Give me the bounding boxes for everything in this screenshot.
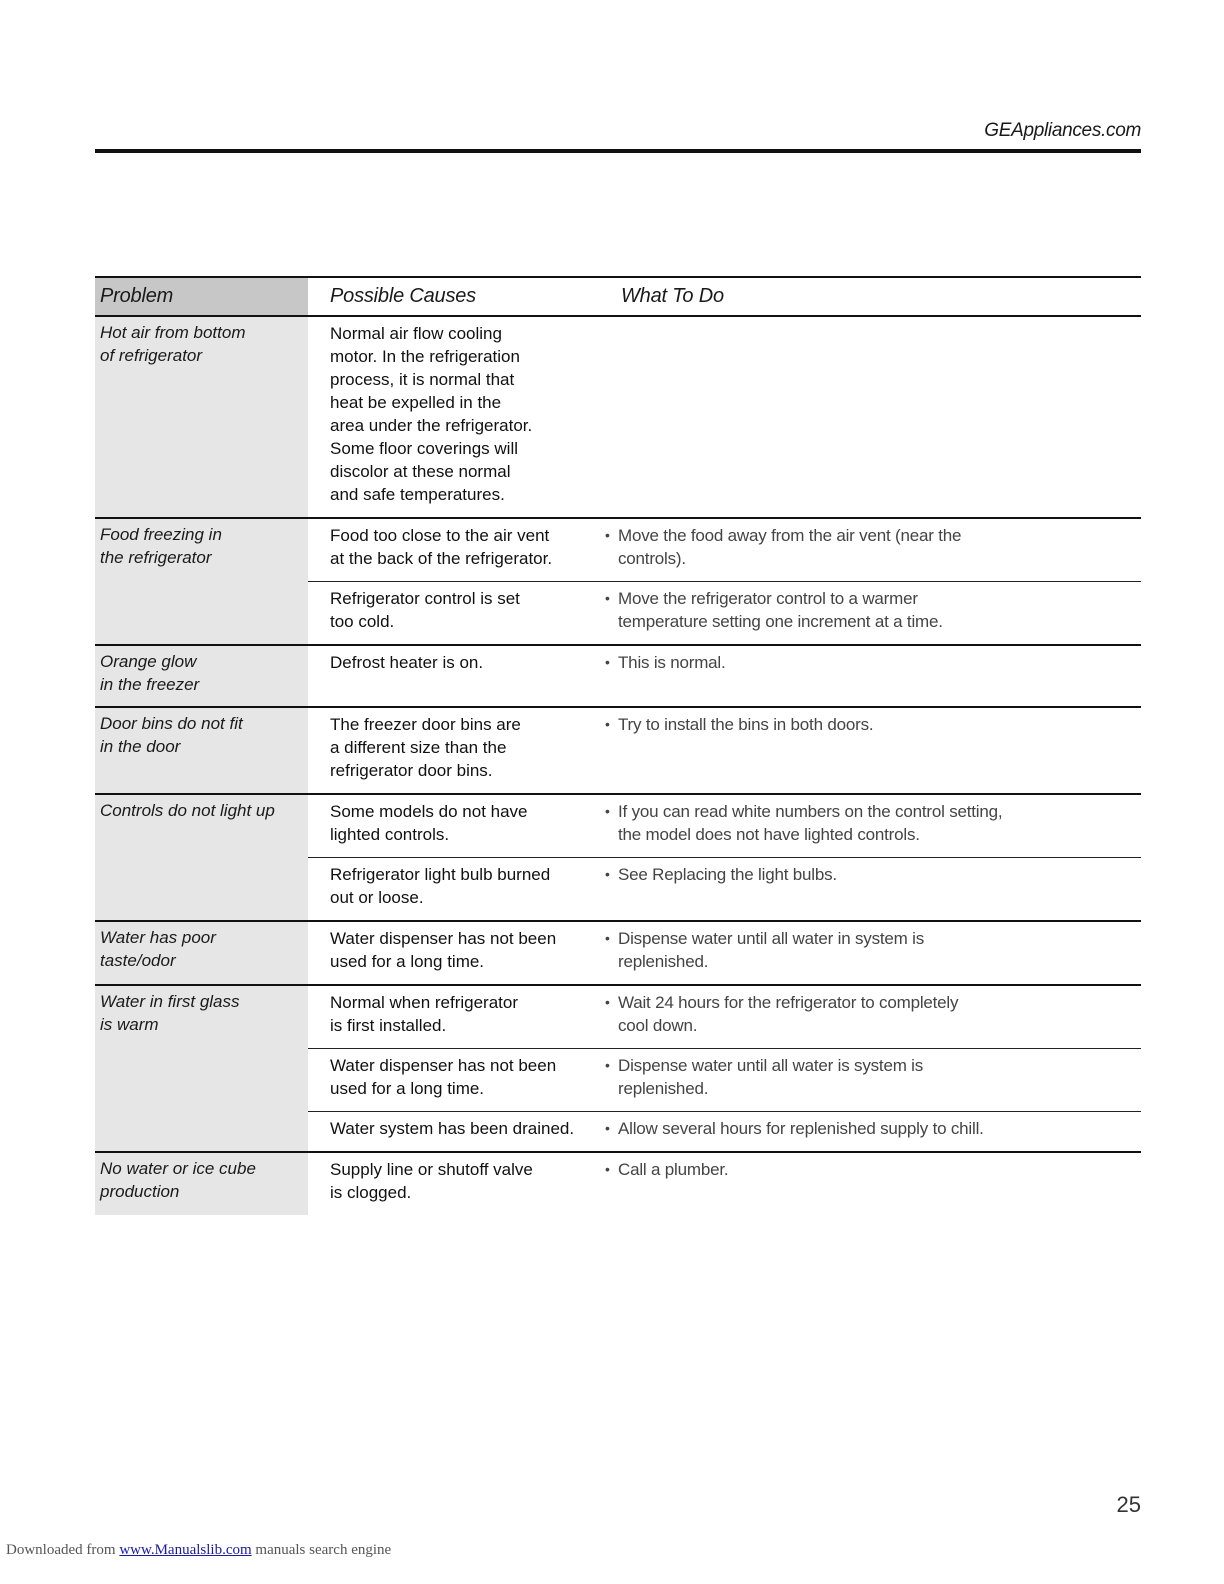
bullet-icon: • [605,654,610,670]
what-to-do-cell [600,651,1141,674]
what-to-do-cell [600,524,1141,570]
problem-group [95,517,1141,644]
problem-group [95,793,1141,920]
what-to-do-text: Dispense water until all water is system is replenished. [618,1056,924,1098]
bullet-icon: • [605,1120,610,1136]
what-to-do-cell [600,863,1141,909]
column-header-causes: Possible Causes [330,285,476,307]
table-row [308,581,1141,644]
bullet-icon: • [605,1161,610,1177]
table-row [308,1153,1141,1215]
bullet-icon: • [605,590,610,606]
what-to-do-cell [600,927,1141,973]
problem-cell: Hot air from bottom of refrigerator [95,317,308,517]
table-row [308,1048,1141,1111]
bullet-icon: • [605,716,610,732]
what-to-do-text: Move the refrigerator control to a warmer temperature setting one increment at a time. [618,589,943,631]
cause-rows [308,519,1141,644]
footer-prefix: Downloaded from [6,1542,116,1558]
footer [6,1542,391,1559]
table-row [308,1111,1141,1151]
cause-cell: Refrigerator control is set too cold. [330,589,520,631]
what-to-do-text: Allow several hours for replenished supply to chill. [618,1119,984,1138]
cause-rows [308,646,1141,706]
cause-cell: Water dispenser has not been used for a long time. [330,929,557,971]
cause-cell: Supply line or shutoff valve is clogged. [330,1160,533,1202]
what-to-do-text: See Replacing the light bulbs. [618,865,837,884]
cause-rows [308,922,1141,984]
problem-cell: Orange glow in the freezer [95,646,308,706]
table-row [308,708,1141,793]
bullet-icon: • [605,994,610,1010]
column-header-problem: Problem [95,278,308,315]
table-row [308,986,1141,1048]
table-row [308,317,1141,517]
what-to-do-cell [600,1054,1141,1100]
bullet-icon: • [605,930,610,946]
cause-rows [308,795,1141,920]
what-to-do-text: This is normal. [618,653,726,672]
column-header-what-to-do: What To Do [621,285,724,307]
problem-group [95,706,1141,793]
cause-cell: The freezer door bins are a different size than the refrigerator door bins. [330,715,521,780]
problem-cell: No water or ice cube production [95,1153,308,1215]
table-row [308,795,1141,857]
table-row [308,646,1141,685]
cause-cell: Some models do not have lighted controls. [330,802,528,844]
bullet-icon: • [605,527,610,543]
what-to-do-text: Try to install the bins in both doors. [618,715,874,734]
cause-cell: Food too close to the air vent at the back of the refrigerator. [330,526,553,568]
what-to-do-cell [600,991,1141,1037]
table-row [308,857,1141,920]
cause-cell: Normal air flow cooling motor. In the refrigeration process, it is normal that heat be expelled in the area under the refrigerator. Some floor coverings will discolor at these normal and safe temperatures. [330,324,533,504]
table-body [95,317,1141,1215]
what-to-do-text: Dispense water until all water in system is replenished. [618,929,925,971]
what-to-do-cell [600,1117,1141,1140]
problem-cell: Food freezing in the refrigerator [95,519,308,644]
site-url: GEAppliances.com [984,120,1141,141]
problem-group [95,1151,1141,1215]
bullet-icon: • [605,1057,610,1073]
problem-group [95,984,1141,1151]
table-row [308,922,1141,984]
cause-cell: Water system has been drained. [330,1119,575,1138]
what-to-do-cell [600,322,1141,506]
problem-group [95,920,1141,984]
footer-suffix: manuals search engine [255,1542,392,1558]
problem-cell: Controls do not light up [95,795,308,920]
problem-cell: Door bins do not fit in the door [95,708,308,793]
table-row [308,519,1141,581]
what-to-do-text: If you can read white numbers on the control setting, the model does not have lighted controls. [618,802,1003,844]
problem-group [95,317,1141,517]
table-header [95,278,1141,317]
cause-rows [308,317,1141,517]
page-number: 25 [1116,1492,1141,1517]
cause-cell: Refrigerator light bulb burned out or loose. [330,865,551,907]
cause-cell: Normal when refrigerator is first installed. [330,993,519,1035]
cause-cell: Defrost heater is on. [330,653,484,672]
bullet-icon: • [605,866,610,882]
what-to-do-cell [600,800,1141,846]
problem-cell: Water in first glass is warm [95,986,308,1151]
problem-cell: Water has poor taste/odor [95,922,308,984]
what-to-do-cell [600,713,1141,782]
troubleshooting-table [95,276,1141,1215]
cause-rows [308,986,1141,1151]
what-to-do-text: Call a plumber. [618,1160,729,1179]
cause-rows [308,1153,1141,1215]
what-to-do-text: Move the food away from the air vent (near the controls). [618,526,962,568]
header-rule [95,149,1141,153]
cause-rows [308,708,1141,793]
cause-cell: Water dispenser has not been used for a long time. [330,1056,557,1098]
what-to-do-text: Wait 24 hours for the refrigerator to completely cool down. [618,993,959,1035]
manualslib-link[interactable]: www.Manualslib.com [119,1542,252,1558]
problem-group [95,644,1141,706]
what-to-do-cell [600,1158,1141,1204]
bullet-icon: • [605,803,610,819]
what-to-do-cell [600,587,1141,633]
